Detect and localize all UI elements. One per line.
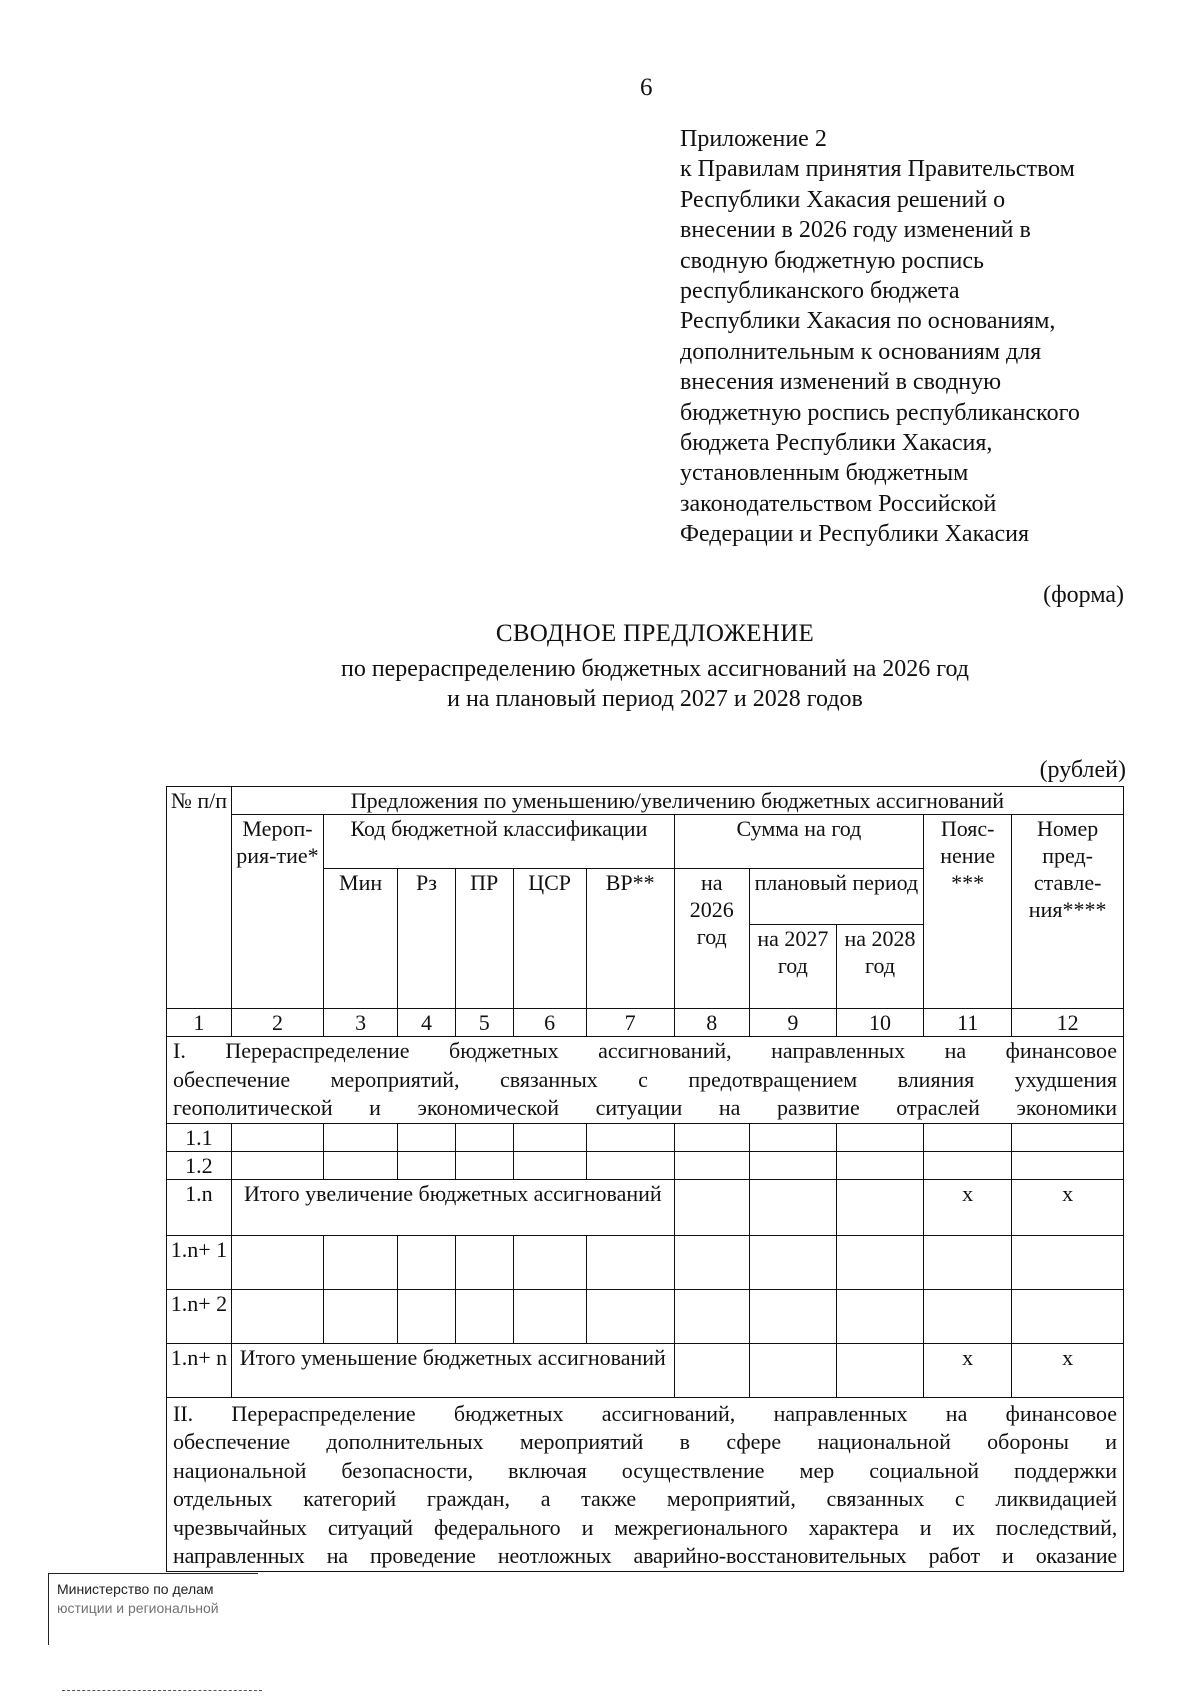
appendix-line: бюджетную роспись республиканского [680, 399, 1080, 426]
x-mark: x [924, 1343, 1012, 1397]
column-number: 3 [324, 1009, 398, 1037]
stamp-dashed-line [62, 1690, 262, 1691]
row-number: 1.n+ n [167, 1343, 232, 1397]
column-number: 10 [836, 1009, 923, 1037]
header-min: Мин [324, 869, 398, 1009]
appendix-line: бюджета Республики Хакасия, [680, 430, 993, 457]
appendix-line: законодательством Российской [680, 490, 997, 517]
page-number: 6 [640, 74, 653, 101]
total-decrease-label: Итого уменьшение бюджетных ассигнований [231, 1343, 674, 1397]
section-2-line: направленных на проведение неотложных аварийно-восстановительных работ и оказание [173, 1543, 1117, 1569]
section-2-heading [167, 1397, 1124, 1572]
column-number: 5 [455, 1009, 513, 1037]
column-number: 4 [398, 1009, 456, 1037]
stamp-line: юстиции и региональной [57, 1600, 219, 1616]
column-number: 12 [1012, 1009, 1124, 1037]
header-pr: ПР [455, 869, 513, 1009]
appendix-line: дополнительным к основаниям для [680, 338, 1042, 365]
header-explanation: Пояс-нение *** [924, 815, 1012, 1009]
total-increase-label: Итого увеличение бюджетных ассигнований [231, 1179, 674, 1235]
ministry-stamp [48, 1573, 258, 1645]
section-2-line: II. Перераспределение бюджетных ассигнований, направленных на финансовое [173, 1400, 1117, 1426]
appendix-line: Приложение 2 [680, 126, 827, 152]
appendix-line: Республики Хакасия решений о [680, 186, 1006, 213]
header-sum-per-year: Сумма на год [674, 815, 923, 869]
appendix-block [680, 124, 1150, 550]
stamp-line: Министерство по делам [57, 1581, 214, 1597]
appendix-line: к Правилам принятия Правительством [680, 156, 1075, 183]
header-proposals: Предложения по уменьшению/увеличению бюджетных ассигнований [231, 787, 1123, 815]
row-number: 1.n [167, 1179, 232, 1235]
header-activity: Мероп-рия-тие* [231, 815, 323, 1009]
x-mark: x [1012, 1343, 1124, 1397]
section-1-heading [167, 1037, 1124, 1124]
appendix-line: республиканского бюджета [680, 278, 960, 305]
header-2027: на 2027 год [749, 925, 836, 1009]
section-1-line: I. Перераспределение бюджетных ассигнований, направленных на финансовое [173, 1038, 1117, 1063]
section-2-line: национальной безопасности, включая осуществление мер социальной поддержки [173, 1457, 1117, 1483]
column-number: 6 [513, 1009, 586, 1037]
header-2026: на 2026 год [674, 869, 749, 1009]
proposal-table [166, 786, 1124, 1572]
row-number: 1.n+ 2 [167, 1289, 232, 1343]
section-2-line: чрезвычайных ситуаций федерального и межрегионального характера и их последствий, [173, 1514, 1117, 1540]
appendix-line: внесения изменений в сводную [680, 369, 1002, 396]
header-csr: ЦСР [513, 869, 586, 1009]
column-number: 9 [749, 1009, 836, 1037]
section-2-line: обеспечение дополнительных мероприятий в сфере национальной обороны и [173, 1429, 1117, 1455]
appendix-line: сводную бюджетную роспись [680, 247, 984, 274]
column-number: 1 [167, 1009, 232, 1037]
column-number: 11 [924, 1009, 1012, 1037]
appendix-line: внесении в 2026 году изменений в [680, 217, 1031, 244]
subtitle-line: по перераспределению бюджетных ассигнований на 2026 год [340, 656, 970, 682]
appendix-line: Республики Хакасия по основаниям, [680, 308, 1056, 335]
header-no: № п/п [167, 787, 232, 1009]
x-mark: x [924, 1179, 1012, 1235]
header-planned-period: плановый период [749, 869, 923, 925]
document-subtitle [0, 654, 1200, 714]
row-number: 1.1 [167, 1123, 232, 1151]
row-number: 1.2 [167, 1151, 232, 1179]
document-title: СВОДНОЕ ПРЕДЛОЖЕНИЕ [495, 620, 815, 647]
header-budget-code: Код бюджетной классификации [324, 815, 675, 869]
column-number: 2 [231, 1009, 323, 1037]
section-1-line: обеспечение мероприятий, связанных с предотвращением влияния ухудшения [173, 1066, 1117, 1092]
header-vr: ВР** [586, 869, 674, 1009]
section-2-line: отдельных категорий граждан, а также мероприятий, связанных с ликвидацией [173, 1486, 1117, 1512]
column-number: 8 [674, 1009, 749, 1037]
header-2028: на 2028 год [836, 925, 923, 1009]
unit-label: (рублей) [1039, 757, 1126, 783]
appendix-line: Федерации и Республики Хакасия [680, 521, 1030, 548]
x-mark: x [1012, 1179, 1124, 1235]
header-rz: Рз [398, 869, 456, 1009]
section-1-line: геополитической и экономической ситуации на развитие отраслей экономики [173, 1095, 1117, 1120]
row-number: 1.n+ 1 [167, 1235, 232, 1289]
subtitle-line: и на плановый период 2027 и 2028 годов [447, 686, 863, 712]
appendix-line: установленным бюджетным [680, 460, 969, 487]
column-number: 7 [586, 1009, 674, 1037]
form-label: (форма) [1043, 582, 1124, 608]
header-submission-no: Номер пред-ставле-ния**** [1012, 815, 1124, 1009]
